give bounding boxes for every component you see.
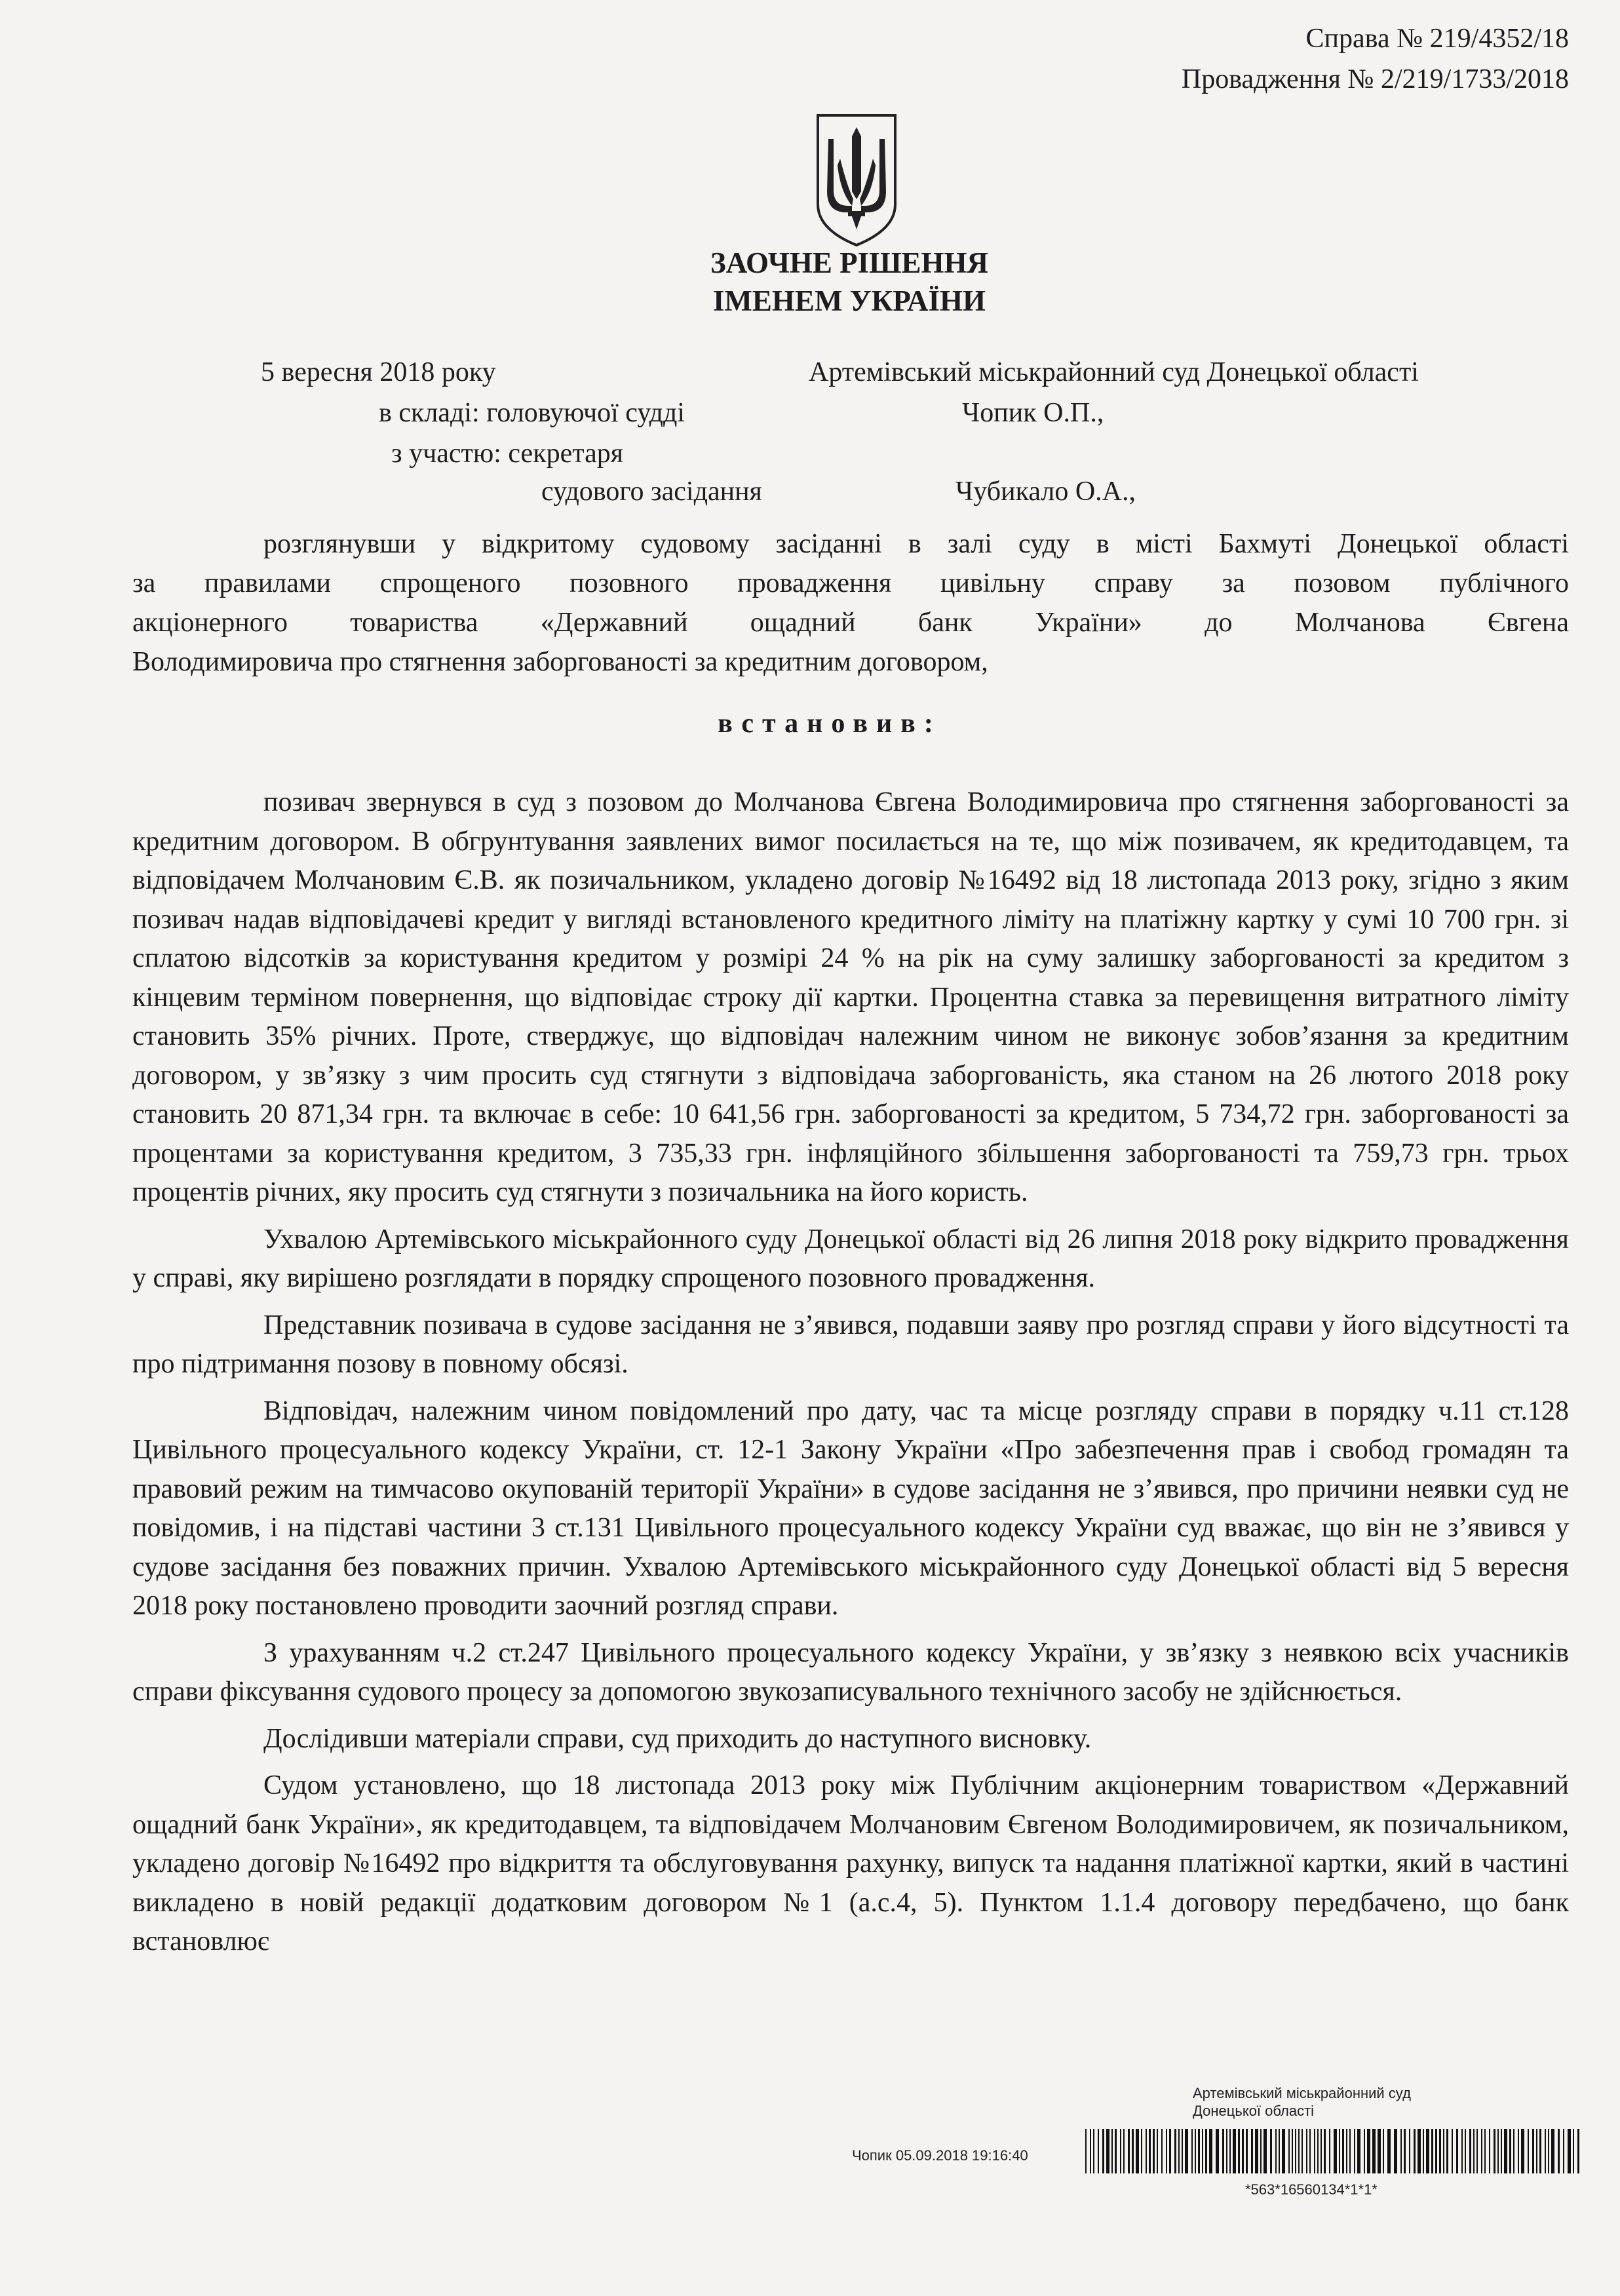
document-title [0,244,1620,320]
paragraph-court-established: Судом установлено, що 18 листопада 2013 року між Публічним акціонерним товариством «Державний ощадний банк України», як кредитодавцем, та відповідачем Молчановим Євгеном Володимировичем, як позичальником, укладено договір №16492 про відкриття та обслуговування рахунку, випуск та надання платіжної картки, який в частині викладено в новій редакції додатковим договором №1 (а.с.4, 5). Пунктом 1.1.4 договору передбачено, що банк встановлює [132,1770,1569,1956]
established-heading: встановив: [718,709,942,739]
participation-label: з участю: секретаря [391,438,624,469]
paragraph-conclusion-intro: Дослідивши матеріали справи, суд приходить до наступного висновку. [263,1723,1092,1754]
paragraph-no-recording: З урахуванням ч.2 ст.247 Цивільного процесуального кодексу України, у зв’язку з неявкою всіх учасників справи фіксування судового процесу за допомогою звукозаписувального технічного засобу не здійснюється. [132,1637,1569,1707]
case-number: Справа № 219/4352/18 [1305,24,1569,54]
stamp-court-line-2: Донецької області [1193,2103,1315,2119]
intro-line-1: розглянувши у відкритому судовому засіданні в залі суду в місті Бахмуті Донецької області [263,529,1569,559]
introduction [132,524,1569,682]
barcode-icon [1084,2129,1583,2173]
decision-body [132,783,1569,1970]
intro-line-4: Володимировича про стягнення заборгованості за кредитним договором, [132,647,988,677]
intro-line-3: акціонерного товариства «Державний ощадний банк України» до Молчанова Євгена [132,608,1569,638]
paragraph-plaintiff-absence: Представник позивача в судове засідання не з’явився, подавши заяву про розгляд справи у його відсутності та про підтримання позову в повному обсязі. [132,1310,1569,1379]
title-line-2: ІМЕНЕМ УКРАЇНИ [712,284,986,317]
secretary-label: судового засідання [541,477,762,507]
stamp-court [1193,2084,1586,2120]
secretary-name: Чубикало О.А., [955,477,1136,507]
court-name: Артемівський міськрайонний суд Донецької області [809,357,1419,387]
stamp-court-line-1: Артемівський міськрайонний суд [1193,2085,1411,2101]
trident-coat-of-arms-icon [814,113,899,248]
title-line-1: ЗАОЧНЕ РІШЕННЯ [710,246,989,279]
paragraph-claim: позивач звернувся в суд з позовом до Молчанова Євгена Володимировича про стягнення заборгованості за кредитним договором. В обгрунтування заявлених вимог посилається на те, що між позивачем, як кредитодавцем, та відповідачем Молчановим Є.В. як позичальником, укладено договір №16492 від 18 листопада 2013 року, згідно з яким позивач надав відповідачеві кредит у вигляді встановленого кредитного ліміту на платіжну картку у сумі 10 700 грн. зі сплатою відсотків за користування кредитом у розмірі 24 % на рік на суму залишку заборгованості за кредитом з кінцевим терміном повернення, що відповідає строку дії картки. Процентна ставка за перевищення витратного ліміту становить 35% річних. Проте, стверджує, що відповідач належним чином не виконує зобов’язання за кредитним договором, у зв’язку з чим просить суд стягнути з відповідача заборгованість, яка станом на 26 лютого 2018 року становить 20 871,34 грн. та включає в себе: 10 641,56 грн. заборгованості за кредитом, 5 734,72 грн. заборгованості за процентами за користування кредитом, 3 735,33 грн. інфляційного збільшення заборгованості та 759,73 грн. трьох процентів річних, яку просить суд стягнути з позичальника на його користь. [132,787,1569,1207]
barcode-text: *563*16560134*1*1* [1245,2181,1378,2198]
decision-date: 5 вересня 2018 року [261,357,496,387]
composition-label: в складі: головуючої судді [379,398,685,428]
proceeding-number: Провадження № 2/219/1733/2018 [1181,64,1569,94]
judge-name: Чопик О.П., [962,398,1104,428]
paragraph-defendant-absence: Відповідач, належним чином повідомлений про дату, час та місце розгляду справи в порядку ч.11 ст.128 Цивільного процесуального кодексу України, ст. 12-1 Закону України «Про забезпечення прав і свобод громадян та правовий режим на тимчасово окупованій території України» в судове засідання не з’явився, про причини неявки суд не повідомив, і на підставі частини 3 ст.131 Цивільного процесуального кодексу України суд вважає, що він не з’явився у судове засідання без поважних причин. Ухвалою Артемівського міськрайонного суду Донецької області від 5 вересня 2018 року постановлено проводити заочний розгляд справи. [132,1395,1569,1621]
case-references [1182,18,1569,100]
paragraph-ruling-opened: Ухвалою Артемівського міськрайонного суду Донецької області від 26 липня 2018 року відкрито провадження у справі, яку вирішено розглядати в порядку спрощеного позовного провадження. [132,1224,1569,1293]
stamp-signer: Чопик 05.09.2018 19:16:40 [852,2147,1028,2164]
intro-line-2: за правилами спрощеного позовного провадження цивільну справу за позовом публічного [132,568,1569,598]
